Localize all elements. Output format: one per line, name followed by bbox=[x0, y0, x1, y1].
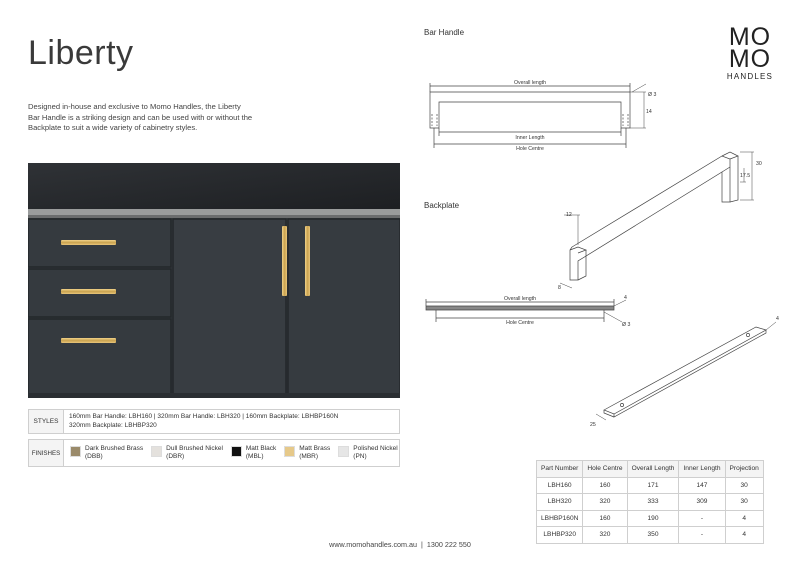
styles-text bbox=[64, 410, 343, 433]
table-cell: LBH160 bbox=[537, 477, 583, 494]
finish-swatch bbox=[284, 446, 295, 457]
table-cell: 350 bbox=[627, 527, 679, 544]
header-part-number: Part Number bbox=[537, 461, 583, 478]
finish-code: (DBB) bbox=[85, 453, 103, 460]
finish-swatch bbox=[338, 446, 349, 457]
finish-item bbox=[151, 445, 223, 461]
header-inner-length: Inner Length bbox=[679, 461, 725, 478]
backplate-hole-icon bbox=[746, 333, 749, 336]
table-cell: 4 bbox=[725, 510, 763, 527]
intro-line: Backplate to suit a wide variety of cabinetry styles. bbox=[28, 123, 198, 133]
finish-name: Polished Nickel bbox=[353, 445, 398, 452]
finish-item bbox=[231, 445, 276, 461]
table-row bbox=[537, 510, 764, 527]
table-cell: 160 bbox=[583, 477, 627, 494]
width-label: 12 bbox=[566, 212, 572, 218]
finish-code: (PN) bbox=[353, 453, 367, 460]
table-cell: 4 bbox=[725, 527, 763, 544]
finishes-label: FINISHES bbox=[29, 440, 64, 466]
finish-text bbox=[85, 445, 143, 461]
table-cell: 171 bbox=[627, 477, 679, 494]
backplate-isometric bbox=[604, 327, 766, 414]
intro-text bbox=[28, 102, 278, 134]
header-hole-centre: Hole Centre bbox=[583, 461, 627, 478]
table-cell: 333 bbox=[627, 494, 679, 511]
backplate-hole-icon bbox=[620, 403, 623, 406]
table-cell: LBH320 bbox=[537, 494, 583, 511]
finish-text bbox=[299, 445, 330, 461]
projection-label: 30 bbox=[756, 161, 762, 167]
logo-subtitle: HANDLES bbox=[726, 72, 774, 81]
header-overall-length: Overall Length bbox=[627, 461, 679, 478]
finish-text bbox=[246, 445, 276, 461]
backplate-title: Backplate bbox=[424, 201, 460, 210]
base-label: 8 bbox=[558, 285, 561, 291]
footer-separator: | bbox=[421, 540, 423, 549]
finish-name: Matt Black bbox=[245, 445, 277, 452]
thickness-label: 4 bbox=[624, 295, 627, 301]
finish-code: (DBR) bbox=[166, 453, 185, 460]
finish-text bbox=[353, 445, 397, 461]
technical-drawings bbox=[400, 40, 800, 450]
logo-line: MO bbox=[728, 45, 772, 73]
table-cell: 320 bbox=[583, 527, 627, 544]
website-link[interactable]: www.momohandles.com.au bbox=[329, 540, 418, 549]
styles-line: 160mm Bar Handle: LBH160 | 320mm Bar Handle: LBH320 | 160mm Backplate: LBHBP160N bbox=[69, 413, 339, 420]
finish-name: Matt Brass bbox=[299, 445, 331, 452]
styles-label: STYLES bbox=[29, 410, 64, 433]
hole-diameter-label: Ø 3 bbox=[648, 92, 657, 98]
bar-handle-outline bbox=[430, 92, 630, 128]
table-cell: 160 bbox=[583, 510, 627, 527]
table-cell: - bbox=[679, 510, 725, 527]
finish-swatch bbox=[231, 446, 242, 457]
intro-line: Designed in-house and exclusive to Momo Handles, the Liberty bbox=[28, 102, 241, 111]
backplate-overall-label: Overall length bbox=[503, 296, 537, 302]
finish-text bbox=[166, 445, 223, 461]
table-cell: 190 bbox=[627, 510, 679, 527]
finish-name: Dull Brushed Nickel bbox=[166, 445, 223, 452]
table-header-row bbox=[537, 461, 764, 478]
finish-item bbox=[338, 445, 397, 461]
finishes-list bbox=[64, 440, 398, 466]
intro-line: Bar Handle is a striking design and can be used with or without the bbox=[28, 112, 253, 122]
hole-centre-label: Hole Centre bbox=[516, 146, 544, 152]
footer bbox=[0, 540, 800, 549]
table-row bbox=[537, 477, 764, 494]
backplate-hole-label: Ø 3 bbox=[622, 322, 631, 328]
styles-line: 320mm Backplate: LBHBP320 bbox=[69, 421, 157, 429]
finishes-box bbox=[28, 439, 400, 467]
finish-item bbox=[284, 445, 330, 461]
logo-line: MO bbox=[728, 23, 772, 51]
finish-item bbox=[70, 445, 143, 461]
phone-number: 1300 222 550 bbox=[426, 540, 471, 549]
table-cell: 309 bbox=[679, 494, 725, 511]
styles-box bbox=[28, 409, 400, 434]
kitchen-photo bbox=[28, 163, 400, 398]
backplate-width-label: 25 bbox=[590, 422, 596, 428]
specs-table bbox=[536, 460, 764, 544]
depth-label: 17.5 bbox=[740, 173, 751, 179]
bar-handle-isometric bbox=[570, 156, 730, 280]
backplate-hole-centre-label: Hole Centre bbox=[506, 320, 534, 326]
finish-name: Dark Brushed Brass bbox=[85, 445, 144, 452]
table-cell: 30 bbox=[725, 477, 763, 494]
bar-handle-title: Bar Handle bbox=[424, 28, 465, 37]
finish-swatch bbox=[151, 446, 162, 457]
backplate-thickness-label: 4 bbox=[776, 316, 779, 322]
finish-code: (MBL) bbox=[245, 453, 264, 460]
table-cell: 320 bbox=[583, 494, 627, 511]
table-row bbox=[537, 494, 764, 511]
page-title: Liberty bbox=[28, 34, 134, 72]
table-cell: 30 bbox=[725, 494, 763, 511]
header-projection: Projection bbox=[725, 461, 763, 478]
table-cell: LBHBP160N bbox=[537, 510, 583, 527]
table-cell: 147 bbox=[679, 477, 725, 494]
table-cell: LBHBP320 bbox=[537, 527, 583, 544]
height-label: 14 bbox=[646, 109, 652, 115]
backplate-side-outline bbox=[426, 306, 614, 310]
table-cell: - bbox=[679, 527, 725, 544]
inner-length-label: Inner Length bbox=[515, 135, 545, 141]
overall-length-label: Overall length bbox=[513, 80, 547, 86]
finish-swatch bbox=[70, 446, 81, 457]
finish-code: (MBR) bbox=[299, 453, 319, 460]
